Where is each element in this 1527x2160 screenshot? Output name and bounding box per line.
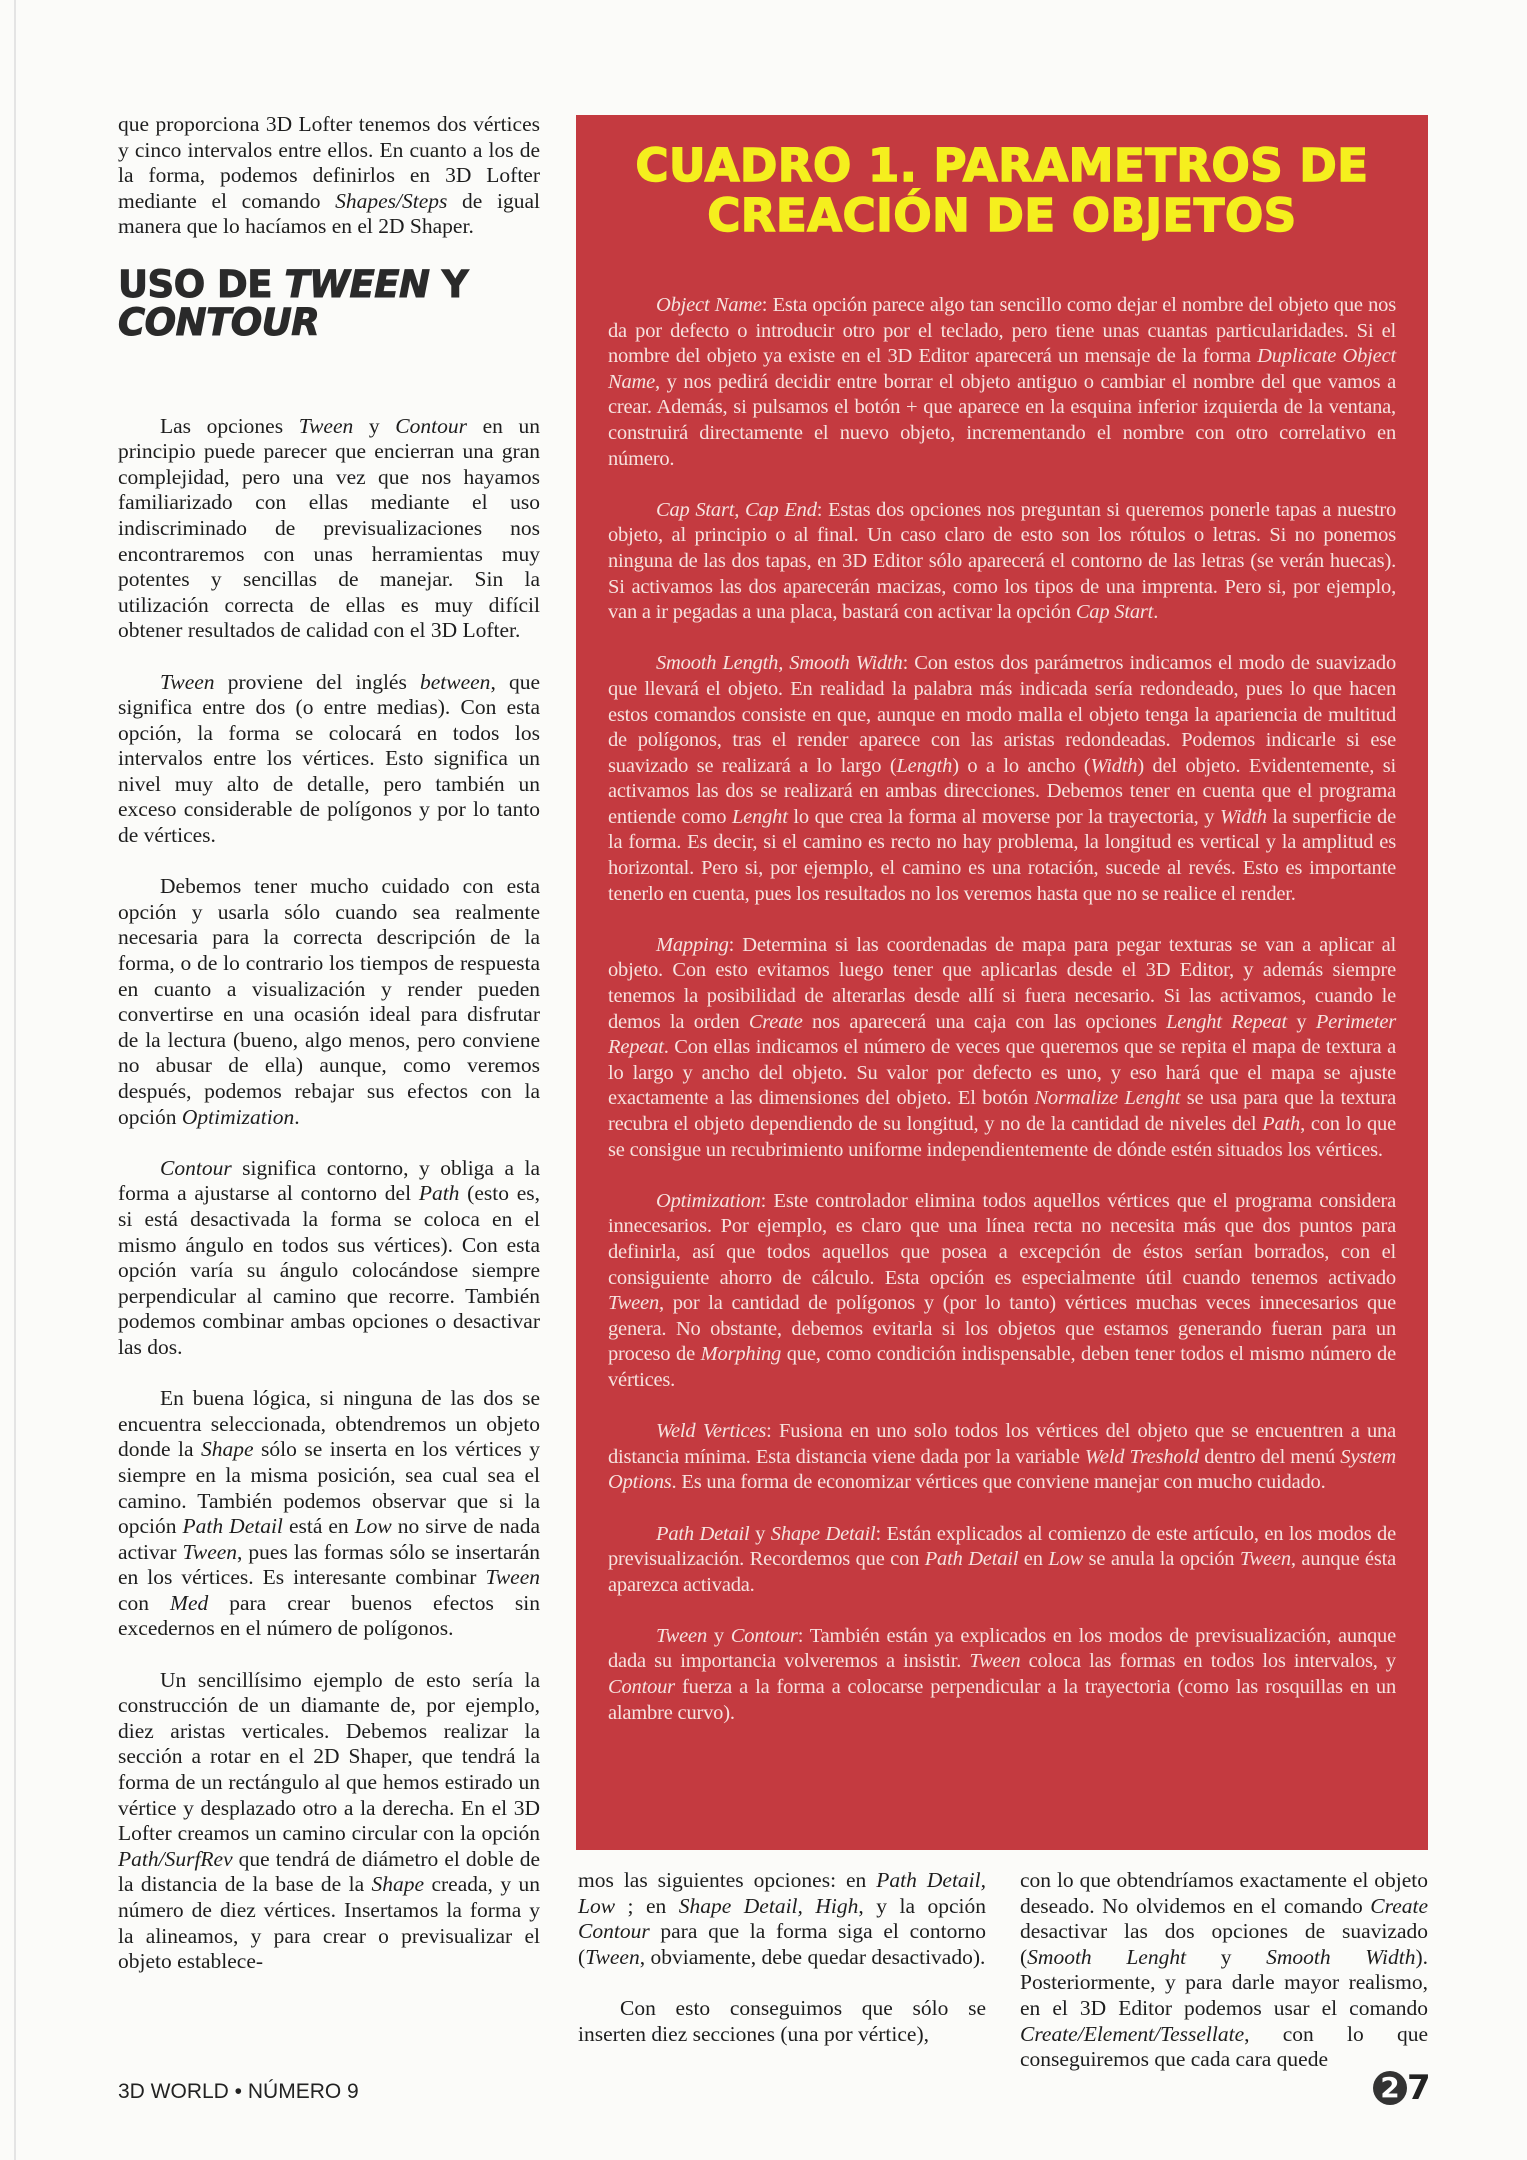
- text-run: y: [1286, 1010, 1316, 1033]
- italic-term: Weld Vertices: [656, 1420, 767, 1443]
- italic-term: Perimeter Repeat: [608, 1010, 1397, 1059]
- italic-term: Width: [1090, 754, 1138, 777]
- italic-term: Weld Treshold: [1084, 1445, 1199, 1468]
- heading-text-italic: CONTOUR: [118, 300, 320, 344]
- text-run: se anula la opción: [1083, 1548, 1240, 1571]
- italic-term: Lenght: [731, 805, 788, 828]
- italic-term: Optimization: [656, 1189, 761, 1212]
- text-run: Un sencillísimo ejemplo de esto sería la construcción de un diamante de, por ejemplo, diez aristas verticales. Debemos realizar la sección a rotar en el 2D Shaper, que tendrá la forma de un rectángulo al que hemos estirado un vértice y desplazado otro a la derecha. En el 3D Lofter creamos un camino circular con la opción: [118, 1667, 540, 1846]
- text-run: significa contorno, y obliga a la forma a ajustarse al contorno del: [118, 1155, 540, 1206]
- box-body: [608, 293, 1396, 1726]
- italic-term: Contour: [608, 1676, 675, 1699]
- text-run: mos las siguientes opciones: en: [578, 1868, 877, 1892]
- italic-term: Med: [170, 1590, 209, 1615]
- heading-text-italic: TWEEN: [284, 262, 430, 306]
- italic-term: Path: [418, 1181, 460, 1206]
- paragraph: [118, 874, 540, 1130]
- paragraph: [1020, 1868, 1428, 2073]
- text-run: (esto es, si está desactivada la forma se coloca en el mismo ángulo en todos sus vértices). Con esta opción varía su ángulo colocándose siempre perpendicular al camino que recorre. También podemos combinar ambas opciones o desactivar las dos.: [118, 1181, 540, 1359]
- italic-term: Tween: [608, 1292, 660, 1315]
- text-run: .: [294, 1104, 300, 1129]
- paragraph: [118, 670, 540, 849]
- middle-column: [578, 1868, 986, 2073]
- footer-publication: 3D WORLD • NÚMERO 9: [118, 2080, 359, 2103]
- text-run: de igual manera que lo hacíamos en el 2D Shaper.: [118, 188, 540, 239]
- text-run: Las opciones: [160, 413, 299, 438]
- box-paragraph: [608, 1522, 1396, 1599]
- text-run: para que la forma siga el contorno (: [578, 1919, 986, 1969]
- paragraph: [578, 1868, 986, 1970]
- italic-term: Shape: [201, 1437, 254, 1462]
- italic-term: Shapes/Steps: [335, 188, 448, 213]
- text-run: , y la opción: [858, 1893, 986, 1918]
- left-column: [118, 112, 540, 2000]
- section-heading: [118, 262, 540, 344]
- italic-term: Length: [896, 754, 953, 777]
- italic-term: Lenght Repeat: [1166, 1010, 1287, 1033]
- paragraph: [118, 112, 540, 240]
- text-run: está en: [282, 1514, 355, 1539]
- heading-text: Y: [429, 262, 469, 306]
- italic-term: Low: [1048, 1548, 1084, 1571]
- text-run: creada, y un número de diez vértices. Insertamos la forma y la alineamos, y para crear o previsualizar el objeto establece-: [118, 1872, 540, 1974]
- italic-term: Shape Detail: [770, 1522, 876, 1545]
- text-run: : Esta opción parece algo tan sencillo como dejar el nombre del objeto que nos da por defecto o introducir otro por el teclado, pero tiene unas cuantas particularidades. Si el nombre del objeto ya existe en el 3D Editor aparecerá un mensaje de la forma: [608, 294, 1396, 368]
- text-run: lo que crea la forma al moverse por la trayectoria, y: [787, 805, 1220, 828]
- text-run: que, como condición indispensable, deben tener todos el mismo número de vértices.: [608, 1343, 1397, 1391]
- italic-term: Tween: [1239, 1548, 1291, 1571]
- text-run: proviene del inglés: [214, 669, 420, 694]
- italic-term: Object Name: [656, 294, 762, 316]
- paragraph: [118, 1156, 540, 1361]
- italic-term: Tween: [585, 1944, 640, 1969]
- paragraph: [118, 414, 540, 644]
- text-run: coloca las formas en todos los intervalos, y: [1020, 1650, 1396, 1673]
- italic-term: System Options: [608, 1445, 1397, 1494]
- italic-term: Tween: [298, 413, 354, 438]
- italic-term: Shape: [371, 1872, 425, 1897]
- box-title: CUADRO 1. PARAMETROS DE CREACIÓN DE OBJETOS: [635, 139, 1369, 242]
- italic-term: Optimization: [181, 1104, 295, 1129]
- italic-term: Tween: [182, 1539, 238, 1564]
- italic-term: Create/Element/Tessellate: [1020, 2021, 1245, 2046]
- text-run: , obviamente, debe quedar desactivado).: [639, 1944, 986, 1969]
- italic-term: Path Detail, Low: [578, 1868, 986, 1918]
- text-run: Debemos tener mucho cuidado con esta opción y usarla sólo cuando sea realmente necesaria para la correcta descripción de la forma, o de lo contrario los tiempos de respuesta en cuanto a visualización y render pueden convertirse en una ocasión ideal para disfrutar de la lectura (bueno, algo menos, pero conviene no abusar de ella) aunque, como veremos después, podemos rebajar sus efectos con la opción: [118, 874, 540, 1129]
- text-run: y: [749, 1522, 771, 1545]
- text-run: : Estas dos opciones nos preguntan si queremos ponerle tapas a nuestro objeto, al principio o al final. Un caso claro de esto son los rótulos o letras. Si no ponemos ninguna de las dos tapas, en 3D Editor sólo aparecerá el contorno de las letras (se verán huecas). Si activamos las dos aparecerán macizas, como los tipos de una imprenta. Pero si, por ejemplo, van a ir pegadas a una placa, bastará con activar la opción: [608, 498, 1396, 624]
- text-run: desactivar las dos opciones de suavizado (: [1020, 1919, 1428, 1969]
- italic-term: Tween: [160, 669, 215, 694]
- text-run: : Con estos dos parámetros indicamos el modo de suavizado que llevará el objeto. En realidad la palabra más indicada sería redondeado, pues lo que hacen estos comandos consiste en que, aunque en modo malla el objeto tenga la apariencia de multitud de polígonos, tras el render aparece con las aristas redondeadas. Podemos indicarle si ese suavizado se realizará a lo largo (: [608, 652, 1396, 777]
- paragraph: [118, 1386, 540, 1642]
- paragraph: [118, 1668, 540, 1975]
- italic-term: Smooth Lenght: [1027, 1944, 1187, 1969]
- italic-term: Normalize Lenght: [1034, 1087, 1181, 1110]
- text-run: sólo se inserta en los vértices y siempre en la misma posición, sea cual sea el camino. También podemos observar que si la opción: [118, 1437, 541, 1539]
- text-run: . Con ellas indicamos el número de veces que queremos que se repita el mapa de textura a lo largo y ancho del objeto. Su valor por defecto es uno, y eso hará que el mapa se ajuste exactamente a las dimensiones del objeto. El botón: [608, 1036, 1396, 1110]
- text-run: la superficie de la forma. Es decir, si el camino es recto no hay problema, la longitud es vertical y la amplitud es horizontal. Pero si, por ejemplo, el camino es una rotación, sucede al revés. Esto es importante tenerlo en cuenta, pues los resultados no los veremos hasta que no se realice el render.: [608, 805, 1396, 905]
- text-run: Con esto conseguimos que sólo se inserten diez secciones (una por vértice),: [578, 1995, 986, 2046]
- italic-term: Create: [748, 1010, 803, 1033]
- text-run: , aunque ésta aparezca activada.: [608, 1548, 1396, 1596]
- italic-term: Shape Detail, High: [678, 1893, 859, 1918]
- italic-term: Contour: [160, 1155, 232, 1180]
- text-run: que proporciona 3D Lofter tenemos dos vértices y cinco intervalos entre ellos. En cuanto a los de la forma, podemos definirlos en 3D Lofter mediante el comando: [118, 112, 540, 213]
- box-paragraph: [608, 651, 1396, 907]
- text-run: : Están explicados al comienzo de este artículo, en los modos de previsualización. Recordemos que con: [608, 1522, 1396, 1571]
- italic-term: Create: [1370, 1893, 1428, 1918]
- right-column: [1020, 1868, 1428, 2098]
- italic-term: Contour: [578, 1919, 650, 1944]
- text-run: .: [1153, 601, 1159, 624]
- text-run: , por la cantidad de polígonos y (por lo tanto) vértices muchas veces innecesarios que genera. No obstante, debemos evitarla si los objetos que estamos generando fueran para un proceso de: [608, 1292, 1396, 1366]
- text-run: , pues las formas sólo se insertarán en los vértices. Es interesante combinar: [118, 1539, 540, 1590]
- text-run: fuerza a la forma a colocarse perpendicular a la trayectoria (como las rosquillas en un alambre curvo).: [608, 1676, 1396, 1724]
- italic-term: Cap Start: [1075, 601, 1154, 624]
- box-paragraph: [608, 293, 1396, 472]
- page-number-digit: 7: [1407, 2068, 1431, 2108]
- box-paragraph: [608, 1189, 1396, 1394]
- italic-term: Width: [1219, 805, 1267, 828]
- box-paragraph: [608, 1419, 1396, 1496]
- text-run: ). Posteriormente, y para darle mayor realismo, en el 3D Editor podemos usar el comando: [1020, 1944, 1428, 2020]
- italic-term: Path Detail: [656, 1522, 750, 1545]
- italic-term: Smooth Length, Smooth Width: [656, 652, 903, 675]
- heading-text: USO DE: [118, 262, 285, 306]
- text-run: con lo que obtendríamos exactamente el objeto deseado. No olvidemos en el comando: [1020, 1868, 1428, 1918]
- text-run: , y nos pedirá decidir entre borrar el objeto antiguo o cambiar el nombre del que vamos a crear. Además, si pulsamos el botón + que aparece en la esquina inferior izquierda de la ventana, construirá directamente el nuevo objeto, incrementando el nombre con otro correlativo en número.: [608, 370, 1396, 470]
- text-run: : También están ya explicados en los modos de previsualización, aunque dada su importancia volveremos a insistir.: [608, 1624, 1397, 1673]
- italic-term: Morphing: [700, 1343, 782, 1366]
- text-run: para crear buenos efectos sin excedernos en el número de polígonos.: [118, 1590, 540, 1641]
- text-run: : Determina si las coordenadas de mapa para pegar texturas se van a aplicar al objeto. Con esto evitamos luego tener que aplicarlas desde el 3D Editor, y además siempre tenemos la posibilidad de alterarlas desde allí si fuera necesario. Si las activamos, cuando le demos la orden: [608, 933, 1396, 1033]
- text-run: ; en: [615, 1893, 679, 1918]
- italic-term: Contour: [395, 413, 467, 438]
- text-run: , con lo que se consigue un recubrimiento uniforme independientemente de dónde estén situados los vértices.: [608, 1113, 1397, 1161]
- italic-term: Tween: [969, 1650, 1021, 1673]
- text-run: dentro del menú: [1198, 1445, 1341, 1468]
- italic-term: Duplicate Object Name: [608, 345, 1396, 393]
- text-run: y: [1186, 1944, 1267, 1969]
- text-run: y: [707, 1624, 731, 1647]
- text-run: ) del objeto. Evidentemente, si activamos las dos se realizará en ambas direcciones. Debemos tener en cuenta que el programa entiende como: [608, 754, 1396, 828]
- text-run: : Este controlador elimina todos aquellos vértices que el programa considera innecesarios. Por ejemplo, es claro que una línea recta no necesita más que dos puntos para definirla, así que todos aquellos que posea a excepción de éstos serían borrados, con el consiguiente ahorro de cálculo. Esta opción es especialmente útil cuando tenemos activado: [608, 1189, 1396, 1289]
- text-run: se usa para que la textura recubra el objeto dependiendo de su longitud, y no de la cantidad de niveles del: [608, 1087, 1396, 1135]
- text-run: En buena lógica, si ninguna de las dos se encuentra seleccionada, obtendremos un objeto donde la: [118, 1386, 540, 1462]
- italic-term: Low: [354, 1514, 392, 1539]
- page-number: [1373, 2068, 1431, 2108]
- box-paragraph: [608, 1624, 1396, 1726]
- text-run: , con lo que conseguiremos que cada cara quede: [1020, 2021, 1428, 2072]
- text-run: ) o a lo ancho (: [952, 754, 1091, 777]
- text-run: que tendrá de diámetro el doble de la distancia de la base de la: [118, 1846, 540, 1897]
- text-run: en: [1018, 1548, 1049, 1571]
- text-run: con: [118, 1590, 171, 1615]
- italic-term: between: [419, 669, 491, 694]
- box-paragraph: [608, 933, 1396, 1163]
- text-run: : Fusiona en uno solo todos los vértices del objeto que se encuentren a una distancia mínima. Esta distancia viene dada por la variable: [608, 1420, 1396, 1468]
- text-run: nos aparecerá una caja con las opciones: [802, 1010, 1167, 1033]
- italic-term: Tween: [485, 1565, 540, 1590]
- italic-term: Path Detail: [924, 1548, 1019, 1571]
- text-run: y: [353, 413, 396, 438]
- italic-term: Contour: [730, 1624, 798, 1647]
- italic-term: Smooth Width: [1266, 1944, 1416, 1969]
- italic-term: Cap Start, Cap End: [656, 498, 817, 521]
- text-run: en un principio puede parecer que encierran una gran complejidad, pero una vez que nos hayamos familiarizado con ellas mediante el uso indiscriminado de previsualizaciones nos encontraremos con unas herramientas muy potentes y sencillas de manejar. Sin la utilización correcta de ellas es muy difícil obtener resultados de calidad con el 3D Lofter.: [118, 413, 540, 643]
- paragraph: [578, 1996, 986, 2047]
- page-number-circle: 2: [1373, 2071, 1407, 2105]
- sidebar-box: [576, 115, 1428, 1850]
- italic-term: Path/SurfRev: [118, 1846, 233, 1871]
- text-run: no sirve de nada activar: [118, 1514, 541, 1564]
- box-paragraph: [608, 498, 1396, 626]
- italic-term: Path: [1262, 1113, 1301, 1135]
- italic-term: Mapping: [656, 933, 729, 956]
- italic-term: Tween: [656, 1624, 708, 1647]
- text-run: , que significa entre dos (o entre medias). Con esta opción, la forma se colocará en todos los intervalos entre los vértices. Esto significa un nivel muy alto de detalle, pero también un exceso considerable de polígonos y por lo tanto de vértices.: [118, 669, 541, 848]
- page-edge: [14, 0, 16, 2160]
- italic-term: Path Detail: [182, 1514, 283, 1539]
- text-run: . Es una forma de economizar vértices que conviene manejar con mucho cuidado.: [671, 1471, 1326, 1494]
